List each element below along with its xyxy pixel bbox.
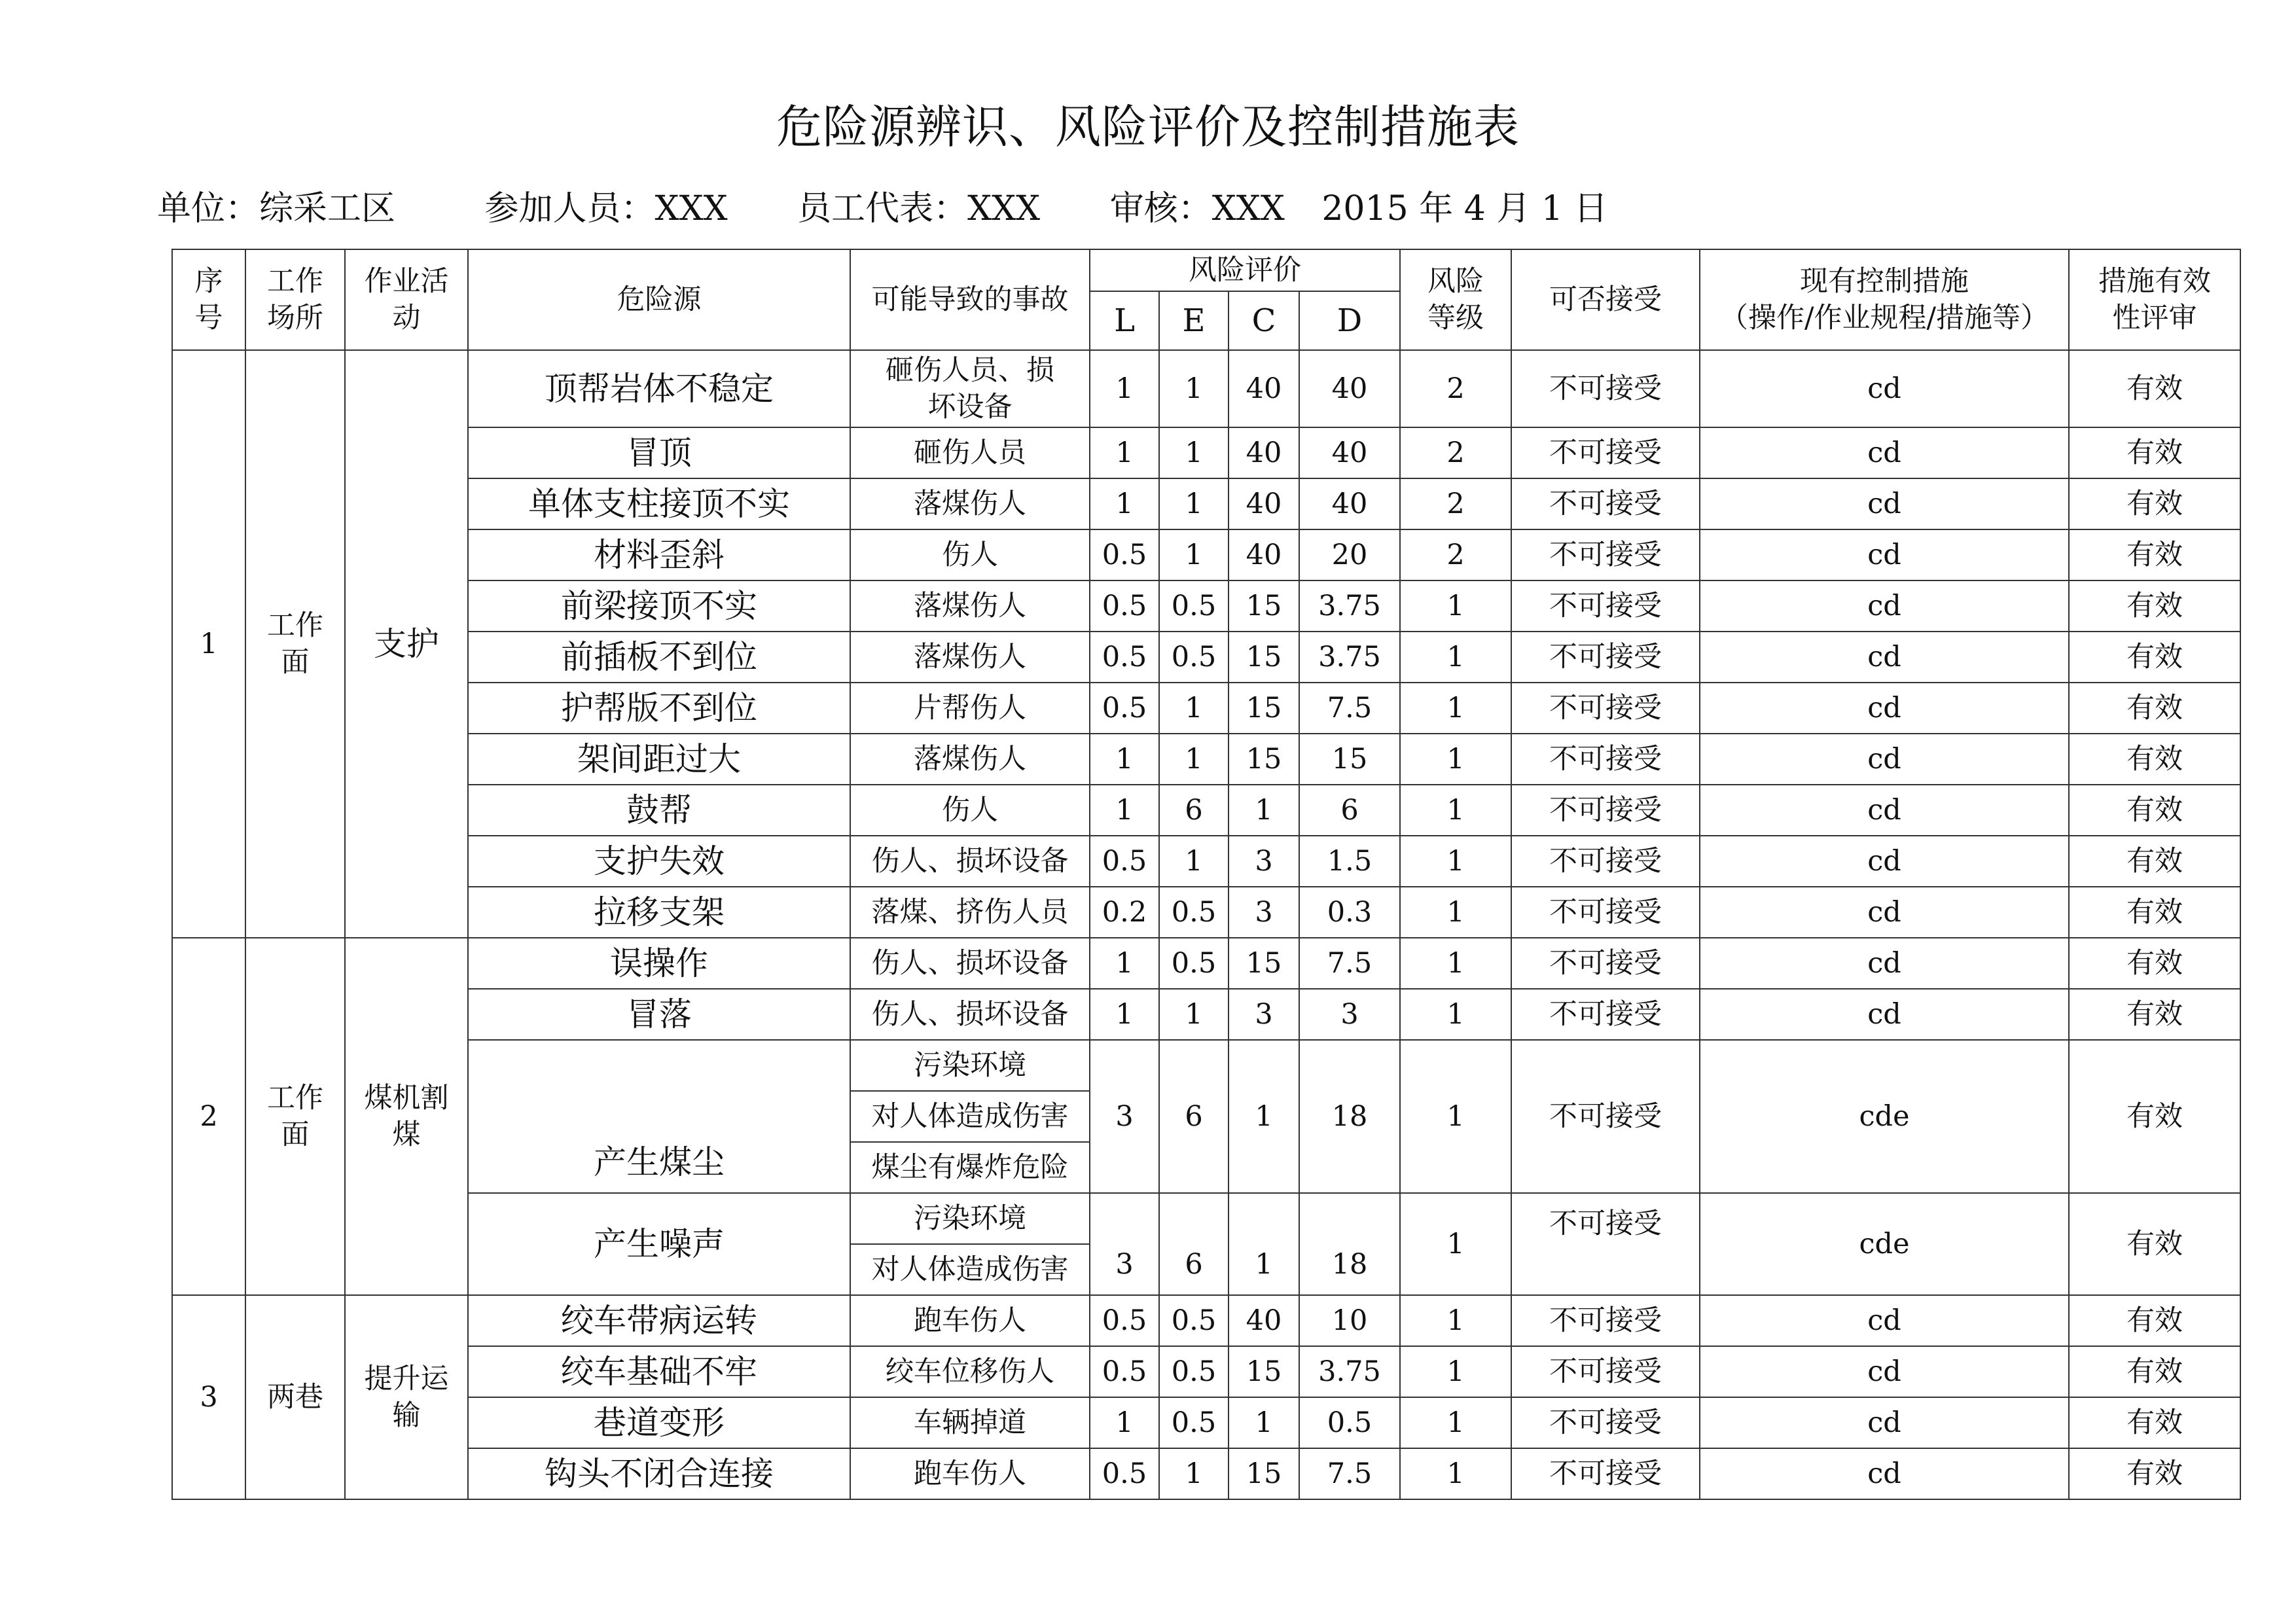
accident-cell: 落煤伤人 <box>850 632 1090 683</box>
hazard-cell: 冒落 <box>468 989 850 1040</box>
hazard-cell: 支护失效 <box>468 836 850 887</box>
d-cell: 0.3 <box>1299 887 1400 938</box>
c-cell: 15 <box>1229 938 1299 989</box>
accident-cell: 伤人 <box>850 529 1090 580</box>
c-cell: 40 <box>1229 1295 1299 1346</box>
effect-cell: 有效 <box>2069 427 2240 478</box>
hazard-cell: 单体支柱接顶不实 <box>468 478 850 529</box>
hazard-table <box>171 249 2241 1500</box>
e-cell: 1 <box>1159 989 1229 1040</box>
c-cell: 3 <box>1229 887 1299 938</box>
header-measures <box>1700 249 2069 350</box>
effect-cell: 有效 <box>2069 350 2240 427</box>
accident-cell: 跑车伤人 <box>850 1448 1090 1499</box>
c-cell: 15 <box>1229 580 1299 632</box>
level-cell: 1 <box>1400 1040 1511 1193</box>
level-cell: 1 <box>1400 1448 1511 1499</box>
hazard-cell: 冒顶 <box>468 427 850 478</box>
effect-cell: 有效 <box>2069 938 2240 989</box>
hazard-cell: 护帮版不到位 <box>468 683 850 734</box>
e-cell: 1 <box>1159 734 1229 785</box>
effect-cell: 有效 <box>2069 1295 2240 1346</box>
c-cell: 1 <box>1229 1193 1299 1295</box>
l-cell: 1 <box>1090 1397 1159 1448</box>
c-cell: 40 <box>1229 350 1299 427</box>
c-cell: 15 <box>1229 1448 1299 1499</box>
effect-cell: 有效 <box>2069 478 2240 529</box>
table-row <box>172 1295 2240 1346</box>
accident-cell: 伤人、损坏设备 <box>850 836 1090 887</box>
measures-cell: cd <box>1700 836 2069 887</box>
group-site: 工作面 <box>245 938 345 1295</box>
accident-cell: 污染环境 <box>850 1040 1090 1091</box>
accident-cell: 落煤、挤伤人员 <box>850 887 1090 938</box>
acceptable-cell: 不可接受 <box>1511 785 1700 836</box>
table-row <box>172 427 2240 478</box>
l-cell: 3 <box>1090 1040 1159 1193</box>
level-cell: 1 <box>1400 1346 1511 1397</box>
measures-cell: cd <box>1700 989 2069 1040</box>
level-cell: 1 <box>1400 887 1511 938</box>
table-row <box>172 1448 2240 1499</box>
measures-cell: cde <box>1700 1193 2069 1295</box>
l-cell: 1 <box>1090 427 1159 478</box>
accident-cell: 片帮伤人 <box>850 683 1090 734</box>
accident-cell: 对人体造成伤害 <box>850 1244 1090 1295</box>
level-cell: 1 <box>1400 683 1511 734</box>
hazard-cell: 材料歪斜 <box>468 529 850 580</box>
table-row <box>172 734 2240 785</box>
header-d: D <box>1299 291 1400 350</box>
hazard-cell: 误操作 <box>468 938 850 989</box>
hazard-cell: 顶帮岩体不稳定 <box>468 350 850 427</box>
acceptable-cell: 不可接受 <box>1511 529 1700 580</box>
effect-cell: 有效 <box>2069 1040 2240 1193</box>
header-acceptable: 可否接受 <box>1511 249 1700 350</box>
d-cell: 40 <box>1299 478 1400 529</box>
c-cell: 1 <box>1229 1397 1299 1448</box>
employee-rep-label: 员工代表：XXX <box>797 189 1041 228</box>
header-e: E <box>1159 291 1229 350</box>
measures-cell: cd <box>1700 427 2069 478</box>
l-cell: 3 <box>1090 1193 1159 1295</box>
hazard-cell: 绞车基础不牢 <box>468 1346 850 1397</box>
header-risk-eval: 风险评价 <box>1090 249 1400 291</box>
level-cell: 1 <box>1400 580 1511 632</box>
hazard-cell: 产生煤尘 <box>468 1040 850 1193</box>
d-cell: 6 <box>1299 785 1400 836</box>
e-cell: 6 <box>1159 785 1229 836</box>
table-row <box>172 887 2240 938</box>
c-cell: 1 <box>1229 785 1299 836</box>
e-cell: 0.5 <box>1159 1346 1229 1397</box>
acceptable-cell: 不可接受 <box>1511 887 1700 938</box>
effect-cell: 有效 <box>2069 1448 2240 1499</box>
acceptable-cell: 不可接受 <box>1511 1448 1700 1499</box>
l-cell: 0.5 <box>1090 836 1159 887</box>
level-cell: 1 <box>1400 938 1511 989</box>
accident-cell: 伤人、损坏设备 <box>850 938 1090 989</box>
c-cell: 15 <box>1229 632 1299 683</box>
group-no: 1 <box>172 350 245 938</box>
e-cell: 0.5 <box>1159 1295 1229 1346</box>
effect-cell: 有效 <box>2069 632 2240 683</box>
l-cell: 1 <box>1090 785 1159 836</box>
acceptable-cell: 不可接受 <box>1511 478 1700 529</box>
effect-cell: 有效 <box>2069 1193 2240 1295</box>
measures-cell: cde <box>1700 1040 2069 1193</box>
c-cell: 40 <box>1229 478 1299 529</box>
level-cell: 2 <box>1400 529 1511 580</box>
group-activity: 提升运输 <box>345 1295 468 1499</box>
measures-cell: cd <box>1700 1346 2069 1397</box>
measures-cell: cd <box>1700 529 2069 580</box>
measures-cell: cd <box>1700 785 2069 836</box>
level-cell: 1 <box>1400 1193 1511 1295</box>
table-row <box>172 350 2240 427</box>
date-label: 2015 年 4 月 1 日 <box>1321 189 1608 228</box>
d-cell: 18 <box>1299 1193 1400 1295</box>
table-row <box>172 1040 2240 1091</box>
effect-cell: 有效 <box>2069 529 2240 580</box>
acceptable-cell: 不可接受 <box>1511 580 1700 632</box>
table-row <box>172 478 2240 529</box>
d-cell: 40 <box>1299 350 1400 427</box>
measures-cell: cd <box>1700 478 2069 529</box>
measures-cell: cd <box>1700 350 2069 427</box>
acceptable-cell: 不可接受 <box>1511 683 1700 734</box>
accident-cell: 对人体造成伤害 <box>850 1091 1090 1142</box>
l-cell: 1 <box>1090 734 1159 785</box>
e-cell: 1 <box>1159 478 1229 529</box>
level-cell: 1 <box>1400 989 1511 1040</box>
header-measures-line1: 现有控制措施 <box>1800 265 1969 298</box>
d-cell: 15 <box>1299 734 1400 785</box>
level-cell: 1 <box>1400 785 1511 836</box>
header-l: L <box>1090 291 1159 350</box>
table-row <box>172 836 2240 887</box>
hazard-cell: 拉移支架 <box>468 887 850 938</box>
d-cell: 3.75 <box>1299 632 1400 683</box>
measures-cell: cd <box>1700 1295 2069 1346</box>
c-cell: 40 <box>1229 529 1299 580</box>
measures-cell: cd <box>1700 580 2069 632</box>
group-no: 2 <box>172 938 245 1295</box>
acceptable-cell: 不可接受 <box>1511 427 1700 478</box>
effect-cell: 有效 <box>2069 887 2240 938</box>
e-cell: 6 <box>1159 1193 1229 1295</box>
e-cell: 1 <box>1159 427 1229 478</box>
level-cell: 2 <box>1400 350 1511 427</box>
measures-cell: cd <box>1700 734 2069 785</box>
measures-cell: cd <box>1700 1397 2069 1448</box>
participants-label: 参加人员：XXX <box>484 189 728 228</box>
c-cell: 3 <box>1229 989 1299 1040</box>
level-cell: 1 <box>1400 734 1511 785</box>
level-cell: 1 <box>1400 1397 1511 1448</box>
hazard-cell: 架间距过大 <box>468 734 850 785</box>
header-measures-line2: （操作/作业规程/措施等） <box>1720 302 2049 334</box>
header-activity: 作业活动 <box>345 249 468 350</box>
header-effect: 措施有效性评审 <box>2069 249 2240 350</box>
accident-cell: 落煤伤人 <box>850 580 1090 632</box>
l-cell: 0.5 <box>1090 683 1159 734</box>
c-cell: 15 <box>1229 1346 1299 1397</box>
accident-cell: 煤尘有爆炸危险 <box>850 1142 1090 1193</box>
l-cell: 0.5 <box>1090 1295 1159 1346</box>
acceptable-cell: 不可接受 <box>1511 1346 1700 1397</box>
table-row <box>172 1397 2240 1448</box>
hazard-cell: 产生噪声 <box>468 1193 850 1295</box>
accident-cell: 伤人、损坏设备 <box>850 989 1090 1040</box>
acceptable-cell: 不可接受 <box>1511 1295 1700 1346</box>
e-cell: 1 <box>1159 350 1229 427</box>
l-cell: 0.5 <box>1090 580 1159 632</box>
accident-cell: 车辆掉道 <box>850 1397 1090 1448</box>
d-cell: 1.5 <box>1299 836 1400 887</box>
acceptable-cell: 不可接受 <box>1511 1040 1700 1193</box>
acceptable-cell: 不可接受 <box>1511 1397 1700 1448</box>
accident-cell: 跑车伤人 <box>850 1295 1090 1346</box>
e-cell: 1 <box>1159 529 1229 580</box>
header-accident: 可能导致的事故 <box>850 249 1090 350</box>
l-cell: 0.5 <box>1090 1448 1159 1499</box>
effect-cell: 有效 <box>2069 1346 2240 1397</box>
accident-cell: 绞车位移伤人 <box>850 1346 1090 1397</box>
level-cell: 2 <box>1400 427 1511 478</box>
header-c: C <box>1229 291 1299 350</box>
c-cell: 15 <box>1229 734 1299 785</box>
e-cell: 0.5 <box>1159 938 1229 989</box>
e-cell: 1 <box>1159 836 1229 887</box>
d-cell: 0.5 <box>1299 1397 1400 1448</box>
e-cell: 0.5 <box>1159 1397 1229 1448</box>
table-row <box>172 1193 2240 1244</box>
effect-cell: 有效 <box>2069 683 2240 734</box>
e-cell: 6 <box>1159 1040 1229 1193</box>
e-cell: 0.5 <box>1159 887 1229 938</box>
l-cell: 1 <box>1090 938 1159 989</box>
effect-cell: 有效 <box>2069 836 2240 887</box>
effect-cell: 有效 <box>2069 734 2240 785</box>
measures-cell: cd <box>1700 683 2069 734</box>
header-level: 风险等级 <box>1400 249 1511 350</box>
accident-cell: 污染环境 <box>850 1193 1090 1244</box>
measures-cell: cd <box>1700 1448 2069 1499</box>
l-cell: 0.2 <box>1090 887 1159 938</box>
level-cell: 2 <box>1400 478 1511 529</box>
d-cell: 7.5 <box>1299 938 1400 989</box>
c-cell: 1 <box>1229 1040 1299 1193</box>
d-cell: 7.5 <box>1299 683 1400 734</box>
d-cell: 7.5 <box>1299 1448 1400 1499</box>
c-cell: 3 <box>1229 836 1299 887</box>
hazard-cell: 巷道变形 <box>468 1397 850 1448</box>
acceptable-cell: 不可接受 <box>1511 1193 1700 1295</box>
measures-cell: cd <box>1700 938 2069 989</box>
reviewer-label: 审核：XXX <box>1109 189 1285 228</box>
hazard-cell: 前插板不到位 <box>468 632 850 683</box>
e-cell: 1 <box>1159 1448 1229 1499</box>
unit-label: 单位：综采工区 <box>157 189 396 228</box>
c-cell: 40 <box>1229 427 1299 478</box>
table-row <box>172 785 2240 836</box>
l-cell: 1 <box>1090 478 1159 529</box>
hazard-cell: 绞车带病运转 <box>468 1295 850 1346</box>
acceptable-cell: 不可接受 <box>1511 989 1700 1040</box>
accident-cell: 落煤伤人 <box>850 478 1090 529</box>
d-cell: 40 <box>1299 427 1400 478</box>
acceptable-cell: 不可接受 <box>1511 836 1700 887</box>
group-site: 两巷 <box>245 1295 345 1499</box>
hazard-cell: 鼓帮 <box>468 785 850 836</box>
d-cell: 3.75 <box>1299 580 1400 632</box>
e-cell: 1 <box>1159 683 1229 734</box>
d-cell: 3 <box>1299 989 1400 1040</box>
group-activity: 煤机割煤 <box>345 938 468 1295</box>
measures-cell: cd <box>1700 632 2069 683</box>
accident-cell: 伤人 <box>850 785 1090 836</box>
header-hazard: 危险源 <box>468 249 850 350</box>
measures-cell: cd <box>1700 887 2069 938</box>
d-cell: 18 <box>1299 1040 1400 1193</box>
effect-cell: 有效 <box>2069 989 2240 1040</box>
acceptable-cell: 不可接受 <box>1511 350 1700 427</box>
level-cell: 1 <box>1400 836 1511 887</box>
hazard-cell: 钩头不闭合连接 <box>468 1448 850 1499</box>
effect-cell: 有效 <box>2069 785 2240 836</box>
document-title: 危险源辨识、风险评价及控制措施表 <box>776 100 1520 154</box>
acceptable-cell: 不可接受 <box>1511 938 1700 989</box>
group-activity: 支护 <box>345 350 468 938</box>
c-cell: 15 <box>1229 683 1299 734</box>
l-cell: 1 <box>1090 989 1159 1040</box>
table-row <box>172 989 2240 1040</box>
table-row <box>172 938 2240 989</box>
effect-cell: 有效 <box>2069 1397 2240 1448</box>
l-cell: 0.5 <box>1090 529 1159 580</box>
accident-cell: 落煤伤人 <box>850 734 1090 785</box>
table-row <box>172 1346 2240 1397</box>
d-cell: 20 <box>1299 529 1400 580</box>
e-cell: 0.5 <box>1159 632 1229 683</box>
acceptable-cell: 不可接受 <box>1511 734 1700 785</box>
l-cell: 0.5 <box>1090 632 1159 683</box>
table-row <box>172 580 2240 632</box>
document-meta <box>157 181 1607 230</box>
effect-cell: 有效 <box>2069 580 2240 632</box>
acceptable-cell: 不可接受 <box>1511 632 1700 683</box>
level-cell: 1 <box>1400 632 1511 683</box>
group-no: 3 <box>172 1295 245 1499</box>
l-cell: 1 <box>1090 350 1159 427</box>
table-row <box>172 683 2240 734</box>
d-cell: 10 <box>1299 1295 1400 1346</box>
accident-cell: 砸伤人员 <box>850 427 1090 478</box>
table-row <box>172 632 2240 683</box>
header-no: 序号 <box>172 249 245 350</box>
e-cell: 0.5 <box>1159 580 1229 632</box>
header-site: 工作场所 <box>245 249 345 350</box>
group-site: 工作面 <box>245 350 345 938</box>
d-cell: 3.75 <box>1299 1346 1400 1397</box>
table-row <box>172 529 2240 580</box>
l-cell: 0.5 <box>1090 1346 1159 1397</box>
level-cell: 1 <box>1400 1295 1511 1346</box>
accident-cell: 砸伤人员、损坏设备 <box>850 350 1090 427</box>
hazard-cell: 前梁接顶不实 <box>468 580 850 632</box>
